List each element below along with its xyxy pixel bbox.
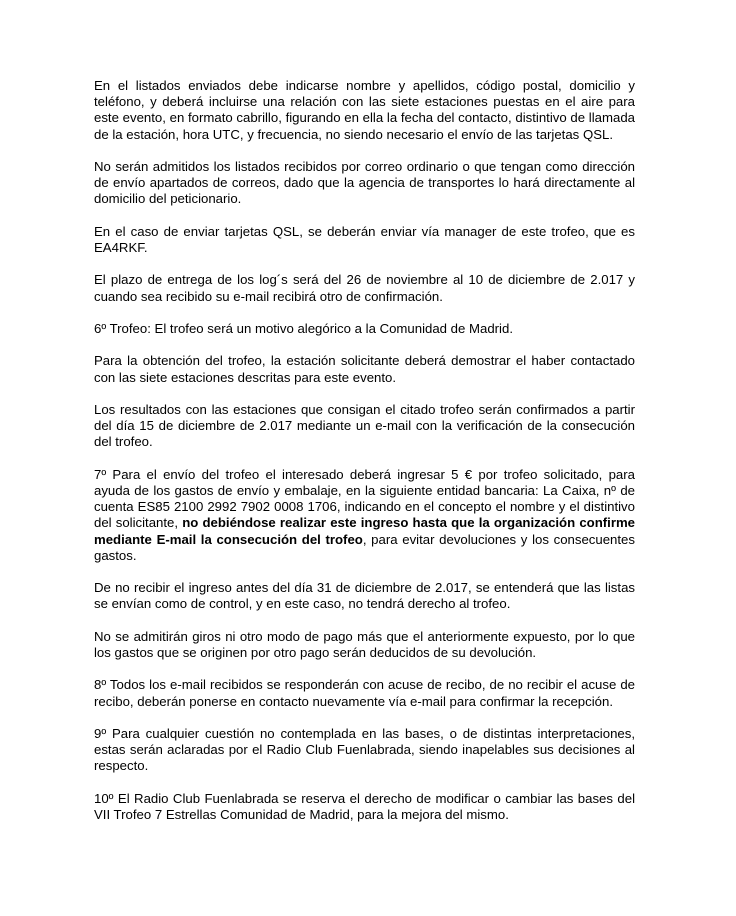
paragraph-email-acuse: 8º Todos los e-mail recibidos se responderán con acuse de recibo, de no recibir el acuse de recibo, deberán ponerse en contacto nuevamente vía e-mail para confirmar la recepción. [94,677,635,709]
paragraph-cuestiones: 9º Para cualquier cuestión no contemplada en las bases, o de distintas interpretaciones, estas serán aclaradas por el Radio Club Fuenlabrada, siendo inapelables sus decisiones al respecto. [94,725,635,774]
paragraph-resultados: Los resultados con las estaciones que consigan el citado trofeo serán confirmados a partir del día 15 de diciembre de 2.017 mediante un e-mail con la verificación de la consecución del trofeo. [94,401,635,450]
paragraph-trofeo: 6º Trofeo: El trofeo será un motivo alegórico a la Comunidad de Madrid. [94,320,513,336]
paragraph-giros: No se admitirán giros ni otro modo de pago más que el anteriormente expuesto, por lo que los gastos que se originen por otro pago serán deducidos de su devolución. [94,628,635,660]
paragraph-listados: En el listados enviados debe indicarse nombre y apellidos, código postal, domicilio y teléfono, y deberá incluirse una relación con las siete estaciones puestas en el aire para este evento, en formato cabrillo, figurando en ella la fecha del contacto, distintivo de llamada de la estación, hora UTC, y frecuencia, no siendo necesario el envío de las tarjetas QSL. [94,78,635,142]
paragraph-obtencion: Para la obtención del trofeo, la estación solicitante deberá demostrar el haber contactado con las siete estaciones descritas para este evento. [94,353,635,385]
envio-text-after: , para evitar devoluciones y los consecuentes gastos. [94,531,635,563]
paragraph-modificar-bases: 10º El Radio Club Fuenlabrada se reserva el derecho de modificar o cambiar las bases del VII Trofeo 7 Estrellas Comunidad de Madrid, para la mejora del mismo. [94,790,635,822]
paragraph-plazo-entrega: El plazo de entrega de los log´s será del 26 de noviembre al 10 de diciembre de 2.017 y cuando sea recibido su e-mail recibirá otro de confirmación. [94,272,635,304]
paragraph-correo-ordinario: No serán admitidos los listados recibidos por correo ordinario o que tengan como dirección de envío apartados de correos, dado que la agencia de transportes lo hará directamente al domicilio del peticionario. [94,159,635,207]
paragraph-tarjetas-qsl: En el caso de enviar tarjetas QSL, se deberán enviar vía manager de este trofeo, que es EA4RKF. [94,223,635,255]
envio-text-bold: no debiéndose realizar este ingreso hasta que la organización confirme mediante E-mail la consecución del trofeo [94,515,636,547]
paragraph-ingreso: De no recibir el ingreso antes del día 31 de diciembre de 2.017, se entenderá que las listas se envían como de control, y en este caso, no tendrá derecho al trofeo. [94,580,635,612]
envio-text-before: 7º Para el envío del trofeo el interesado deberá ingresar 5 € por trofeo solicitado, para ayuda de los gastos de envío y embalaje, en la siguiente entidad bancaria: La Caixa, nº de cuenta ES85 2100 2992 7902 0008 1706, indicando en el concepto el nombre y el distintivo del solicitante, [94,466,635,531]
paragraph-envio-trofeo [94,467,635,564]
document-page [94,78,635,839]
